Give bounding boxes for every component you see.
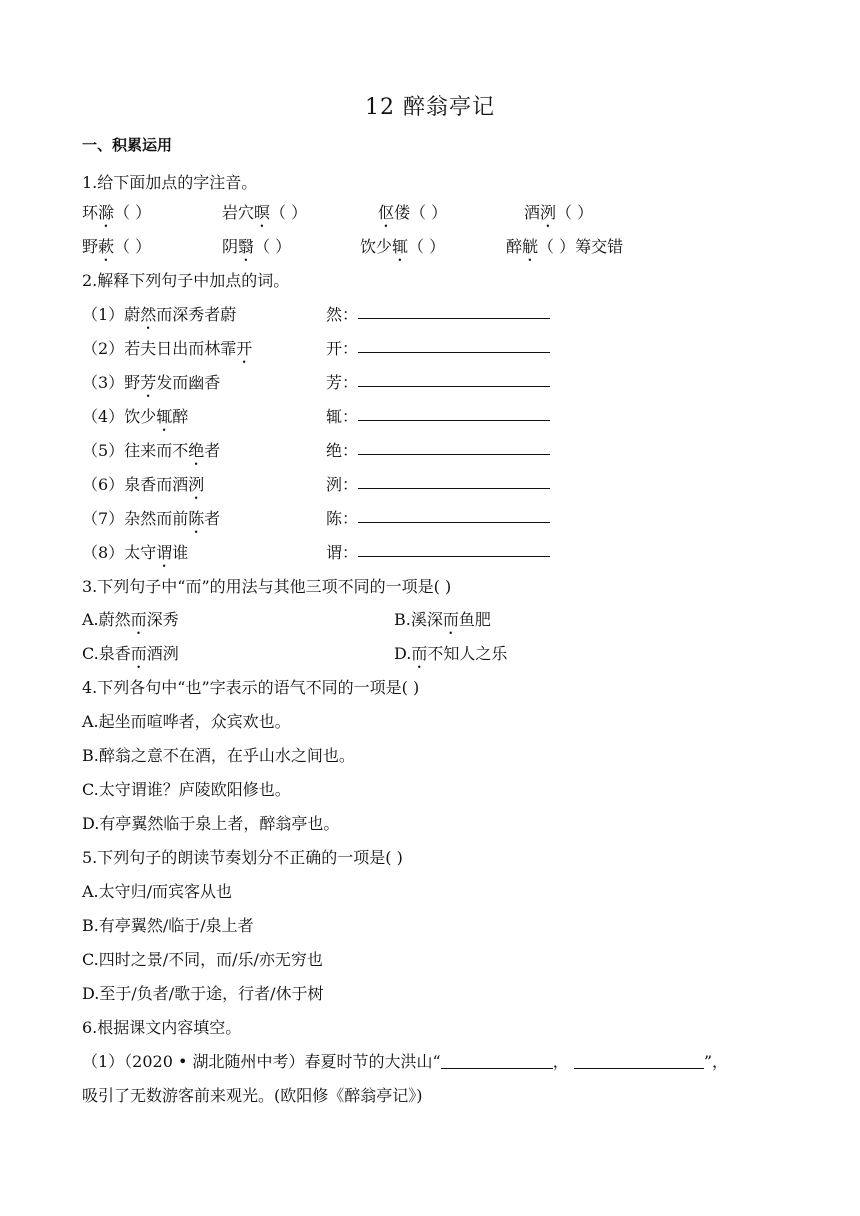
q6-prompt: 6.根据课文内容填空。 (82, 1018, 242, 1037)
q3-option-c[interactable]: C.泉香而酒洌 (82, 644, 179, 663)
answer-blank[interactable] (358, 370, 550, 387)
q5-option-b[interactable]: B.有亭翼然/临于/泉上者 (82, 916, 254, 935)
q6-item-1: （1）（2020 • 湖北随州中考）春夏时节的大洪山“ ， ”， (82, 1052, 728, 1071)
q1-item: 野蔌（ ） (82, 237, 152, 256)
q3-prompt: 3.下列句子中“而”的用法与其他三项不同的一项是( ) (82, 577, 452, 596)
q2-sentence: （4）饮少辄醉 (82, 407, 189, 426)
q1-item: 伛偻（ ） (378, 203, 448, 222)
q1-prompt: 1.给下面加点的字注音。 (82, 173, 258, 192)
q4-prompt: 4.下列各句中“也”字表示的语气不同的一项是( ) (82, 678, 420, 697)
q2-keyword: 辄： (326, 407, 359, 426)
q3-option-b[interactable]: B.溪深而鱼肥 (394, 610, 491, 629)
q6-item-1-continued: 吸引了无数游客前来观光。(欧阳修《醉翁亭记》) (82, 1086, 423, 1105)
q1-item: 酒洌（ ） (524, 203, 594, 222)
answer-blank[interactable] (358, 472, 550, 489)
page-title: 12 醉翁亭记 (365, 95, 495, 120)
q4-option-b[interactable]: B.醉翁之意不在酒，在乎山水之间也。 (82, 746, 355, 765)
q2-keyword: 洌： (326, 475, 359, 494)
answer-blank[interactable] (358, 404, 550, 421)
q2-sentence: （6）泉香而酒洌 (82, 475, 205, 494)
q2-keyword: 谓： (326, 543, 359, 562)
answer-blank[interactable] (358, 438, 550, 455)
section-heading: 一、积累运用 (82, 136, 173, 154)
q1-item: 阴翳（ ） (222, 237, 292, 256)
q1-item: 环滁（ ） (82, 203, 152, 222)
answer-blank[interactable] (441, 1052, 553, 1069)
q1-item: 醉觥（ ）筹交错 (506, 237, 624, 256)
answer-blank[interactable] (358, 540, 550, 557)
q2-keyword: 绝： (326, 441, 359, 460)
answer-blank[interactable] (358, 302, 550, 319)
q3-option-a[interactable]: A.蔚然而深秀 (82, 610, 179, 629)
q2-sentence: （1）蔚然而深秀者蔚 (82, 305, 237, 324)
q4-option-d[interactable]: D.有亭翼然临于泉上者，醉翁亭也。 (82, 814, 340, 833)
q1-item: 饮少辄（ ） (360, 237, 446, 256)
q5-option-d[interactable]: D.至于/负者/歌于途，行者/休于树 (82, 984, 324, 1003)
q4-option-c[interactable]: C.太守谓谁？庐陵欧阳修也。 (82, 780, 291, 799)
q5-option-a[interactable]: A.太守归/而宾客从也 (82, 882, 233, 901)
q2-keyword: 芳： (326, 373, 359, 392)
q4-option-a[interactable]: A.起坐而喧哗者，众宾欢也。 (82, 712, 291, 731)
q2-keyword: 陈： (326, 509, 359, 528)
q2-sentence: （5）往来而不绝者 (82, 441, 221, 460)
answer-blank[interactable] (358, 336, 550, 353)
q2-keyword: 然： (326, 305, 359, 324)
q2-sentence: （7）杂然而前陈者 (82, 509, 221, 528)
q2-sentence: （2）若夫日出而林霏开 (82, 339, 253, 358)
q2-sentence: （8）太守谓谁 (82, 543, 189, 562)
q2-keyword: 开： (326, 339, 359, 358)
answer-blank[interactable] (358, 506, 550, 523)
answer-blank[interactable] (574, 1052, 704, 1069)
q2-prompt: 2.解释下列句子中加点的词。 (82, 271, 290, 290)
q3-option-d[interactable]: D.而不知人之乐 (394, 644, 508, 663)
q2-sentence: （3）野芳发而幽香 (82, 373, 221, 392)
q5-option-c[interactable]: C.四时之景/不同，而/乐/亦无穷也 (82, 950, 323, 969)
q1-item: 岩穴暝（ ） (222, 203, 308, 222)
q5-prompt: 5.下列句子的朗读节奏划分不正确的一项是( ) (82, 848, 403, 867)
